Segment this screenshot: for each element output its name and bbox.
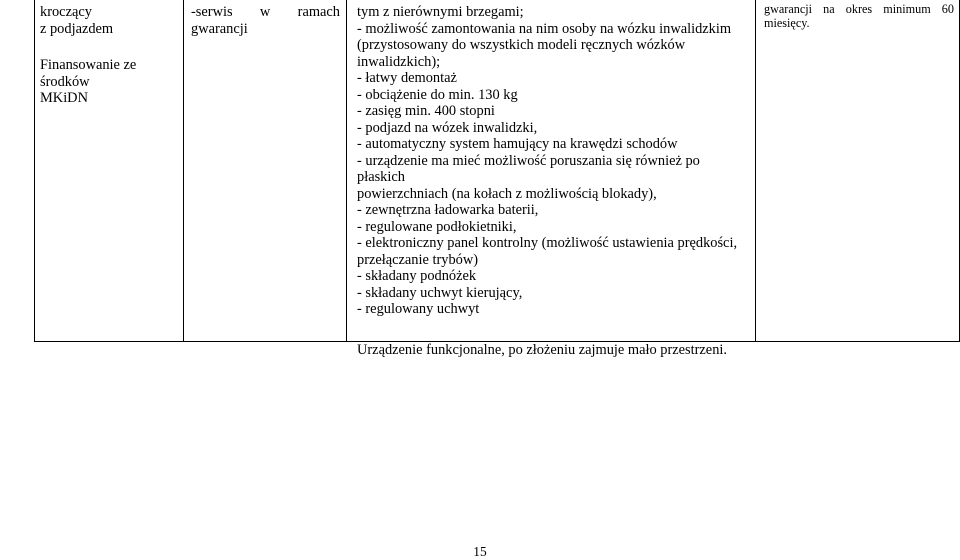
page-number: 15 [473, 544, 487, 559]
spec-line: - składany uchwyt kierujący, [357, 284, 523, 301]
item-name-line: kroczący [40, 4, 92, 20]
cell-item-name [34, 0, 183, 342]
spec-line: - elektroniczny panel kontrolny (możliwość ustawienia prędkości, [357, 235, 738, 251]
spec-line: - urządzenie ma mieć możliwość poruszania się również po płaskich [357, 152, 700, 185]
cell-warranty [755, 0, 960, 342]
service-line: -serwis w ramach [191, 4, 340, 20]
spec-line: - zewnętrzna ładowarka baterii, [357, 202, 539, 218]
spec-line: - składany podnóżek [357, 268, 477, 284]
spec-line: - obciążenie do min. 130 kg [357, 86, 518, 103]
spec-line: tym z nierównymi brzegami; [357, 4, 524, 20]
spec-closing-line: Urządzenie funkcjonalne, po złożeniu zajmuje mało przestrzeni. [357, 341, 727, 358]
item-name-line: z podjazdem [40, 20, 114, 37]
spec-line: powierzchniach (na kołach z możliwością blokady), [357, 185, 657, 202]
funding-line: Finansowanie ze [40, 57, 137, 73]
spec-line: inwalidzkich); [357, 53, 441, 70]
warranty-line: gwarancji na okres minimum 60 [764, 2, 954, 16]
service-line: gwarancji [191, 20, 248, 37]
funding-line: MKiDN [40, 90, 88, 106]
warranty-line: miesięcy. [764, 15, 810, 30]
spec-line: przełączanie trybów) [357, 251, 479, 268]
spec-line: (przystosowany do wszystkich modeli ręcznych wózków [357, 37, 686, 53]
spec-line: - regulowany uchwyt [357, 301, 480, 317]
cell-service [183, 0, 346, 342]
spec-line: - regulowane podłokietniki, [357, 218, 517, 235]
spec-line: - zasięg min. 400 stopni [357, 103, 495, 119]
spec-line: - automatyczny system hamujący na krawędzi schodów [357, 136, 678, 152]
spec-line: - łatwy demontaż [357, 70, 457, 86]
funding-line: środków [40, 73, 90, 90]
cell-specification [346, 0, 755, 358]
spec-line: - możliwość zamontowania na nim osoby na wózku inwalidzkim [357, 20, 732, 37]
spec-line: - podjazd na wózek inwalidzki, [357, 119, 538, 136]
